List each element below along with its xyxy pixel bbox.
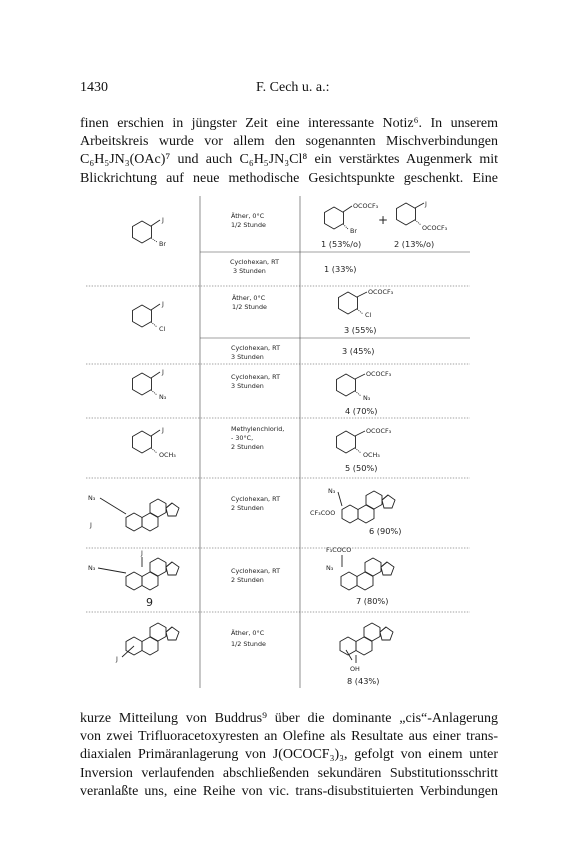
product-yield: 3 (45%) bbox=[342, 346, 375, 356]
paragraph-top-line: C₆H₅JN₃(OAc)⁷ und auch C₆H₅JN₃Cl⁸ ein verstärktes Augenmerk mit bbox=[80, 152, 498, 168]
plus-sign: + bbox=[378, 213, 389, 227]
reactant-iodo-bromo-cyclohexane bbox=[133, 216, 167, 248]
product-yield: 2 (13%/o) bbox=[394, 239, 435, 249]
svg-text:OCOCF₃: OCOCF₃ bbox=[368, 288, 394, 296]
condition-text: - 30°C, bbox=[231, 434, 254, 442]
svg-text:OCOCF₃: OCOCF₃ bbox=[366, 427, 392, 435]
condition-text: 1/2 Stunde bbox=[231, 221, 266, 229]
svg-text:J: J bbox=[425, 200, 427, 208]
reactant-steroid-iodo bbox=[115, 623, 179, 663]
product-yield: 5 (50%) bbox=[345, 463, 378, 473]
svg-text:N₃: N₃ bbox=[363, 394, 371, 402]
svg-text:OCOCF₃: OCOCF₃ bbox=[366, 370, 392, 378]
condition-text: 3 Stunden bbox=[233, 267, 266, 275]
condition-text: Äther, 0°C bbox=[231, 212, 265, 220]
product-5 bbox=[337, 427, 392, 459]
product-7 bbox=[326, 546, 394, 590]
product-yield: 1 (33%) bbox=[324, 264, 357, 274]
page-number: 1430 bbox=[80, 80, 108, 95]
svg-text:J: J bbox=[162, 368, 164, 376]
product-2 bbox=[397, 200, 448, 232]
paragraph-bottom-line: veranlaßte uns, eine Reihe von vic. trans-disubstituierten Verbindungen bbox=[80, 783, 498, 799]
svg-text:N₃: N₃ bbox=[326, 564, 334, 572]
product-yield: 3 (55%) bbox=[344, 325, 377, 335]
product-yield: 4 (70%) bbox=[345, 406, 378, 416]
svg-text:OCH₃: OCH₃ bbox=[159, 451, 176, 459]
condition-text: Methylenchlorid, bbox=[231, 425, 285, 433]
paragraph-top-line: finen erschien in jüngster Zeit eine interessante Notiz⁶. In unserem bbox=[80, 116, 498, 131]
product-yield: 1 (53%/o) bbox=[321, 239, 362, 249]
paragraph-bottom-line: kurze Mitteilung von Buddrus⁹ über die dominante „cis“-Anlagerung bbox=[80, 711, 498, 726]
svg-text:F₃COCO: F₃COCO bbox=[326, 546, 352, 554]
svg-text:N₃: N₃ bbox=[88, 564, 96, 572]
reactant-steroid-azido-iodo bbox=[88, 494, 179, 531]
condition-text: 3 Stunden bbox=[231, 382, 264, 390]
reactant-iodo-chloro-cyclohexane bbox=[133, 300, 166, 333]
condition-text: 1/2 Stunde bbox=[231, 640, 266, 648]
condition-text: Cyclohexan, RT bbox=[231, 567, 281, 575]
svg-text:OCOCF₃: OCOCF₃ bbox=[353, 202, 379, 210]
svg-text:OCH₃: OCH₃ bbox=[363, 451, 380, 459]
paragraph-bottom-line: Inversion verlaufenden abschließenden sekundären Substitutionsschritt bbox=[80, 765, 498, 781]
reactant-iodo-methoxy-cyclohexane bbox=[133, 426, 177, 459]
svg-text:Br: Br bbox=[159, 240, 167, 248]
condition-text: 2 Stunden bbox=[231, 576, 264, 584]
svg-text:J: J bbox=[90, 521, 92, 529]
svg-text:J: J bbox=[162, 426, 164, 434]
paragraph-bottom-line: von zwei Trifluoracetoxyresten an Olefine als Resultate aus einer trans- bbox=[80, 729, 498, 745]
paragraph-bottom bbox=[80, 710, 498, 801]
reactant-iodo-azido-cyclohexane bbox=[133, 368, 167, 401]
svg-text:N₃: N₃ bbox=[88, 494, 96, 502]
condition-text: 2 Stunden bbox=[231, 443, 264, 451]
condition-text: 3 Stunden bbox=[231, 353, 264, 361]
product-3 bbox=[339, 288, 394, 319]
svg-text:Br: Br bbox=[350, 227, 358, 235]
svg-text:9: 9 bbox=[146, 596, 153, 609]
svg-text:Cl: Cl bbox=[159, 325, 166, 333]
product-yield: 7 (80%) bbox=[356, 596, 389, 606]
svg-text:OH: OH bbox=[350, 665, 360, 673]
svg-text:OCOCF₃: OCOCF₃ bbox=[422, 224, 448, 232]
product-yield: 8 (43%) bbox=[347, 676, 380, 686]
svg-text:J: J bbox=[141, 549, 143, 557]
product-6 bbox=[310, 487, 395, 523]
condition-text: Cyclohexan, RT bbox=[231, 373, 281, 381]
condition-text: Cyclohexan, RT bbox=[231, 495, 281, 503]
svg-text:J: J bbox=[162, 300, 164, 308]
condition-text: 2 Stunden bbox=[231, 504, 264, 512]
reactant-compound-9 bbox=[88, 549, 179, 609]
svg-text:Cl: Cl bbox=[365, 311, 372, 319]
svg-text:N₃: N₃ bbox=[159, 393, 167, 401]
product-yield: 6 (90%) bbox=[369, 526, 402, 536]
product-4 bbox=[337, 370, 392, 402]
condition-text: Cyclohexan, RT bbox=[231, 344, 281, 352]
svg-text:J: J bbox=[116, 655, 118, 663]
paragraph-bottom-line: diaxialen Primäranlagerung von J(OCOCF₃)₃, gefolgt von einem unter bbox=[80, 747, 498, 763]
condition-text: Cyclohexan, RT bbox=[230, 258, 280, 266]
svg-text:J: J bbox=[162, 216, 164, 224]
condition-text: Äther, 0°C bbox=[232, 294, 266, 302]
condition-text: 1/2 Stunde bbox=[232, 303, 267, 311]
svg-text:CF₃COO: CF₃COO bbox=[310, 509, 336, 517]
condition-text: Äther, 0°C bbox=[231, 629, 265, 637]
product-8 bbox=[340, 623, 393, 673]
paragraph-top-line: Arbeitskreis wurde vor allem den sogenannten Mischverbindungen bbox=[80, 134, 498, 150]
svg-text:N₃: N₃ bbox=[328, 487, 336, 495]
running-header-authors: F. Cech u. a.: bbox=[256, 80, 330, 95]
product-1 bbox=[325, 202, 379, 235]
paragraph-top-line: Blickrichtung auf neue methodische Gesichtspunkte geschenkt. Eine bbox=[80, 170, 498, 186]
